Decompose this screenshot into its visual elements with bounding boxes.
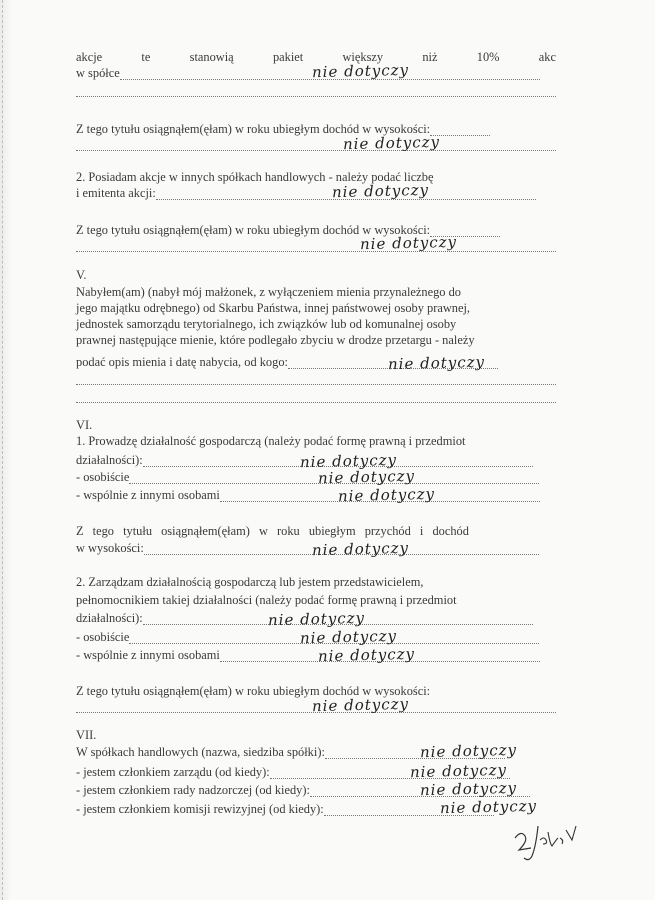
text-line-audit: - jestem członkiem komisji rewizyjnej (od kiedy): [76, 802, 556, 816]
handwritten-answer: nie dotyczy [299, 626, 398, 648]
text-line-issuer: i emitenta akcji: [76, 186, 556, 200]
word: akc [538, 50, 556, 64]
text-line-activity-2: działalności): [76, 611, 556, 625]
text-line: 2. Zarządzam działalnością gospodarczą lub jestem przedstawicielem, [76, 575, 424, 589]
handwritten-answer: nie dotyczy [439, 796, 538, 818]
dotted-line [76, 370, 556, 385]
handwritten-answer: nie dotyczy [317, 644, 416, 666]
handwritten-answer: nie dotyczy [387, 352, 486, 374]
text-line-personally: - osobiście [76, 470, 556, 484]
dotted-line [76, 136, 556, 151]
text-line-acquisition: podać opis mienia i datę nabycia, od kogo: [76, 355, 556, 369]
text-line-income-1: Z tego tytułu osiągnąłem(ęłam) w roku ubiegłym dochód w wysokości: [76, 122, 556, 136]
text-line: jednostek samorządu terytorialnego, ich związków lub od komunalnej osoby [76, 317, 457, 331]
text-line-jointly: - wspólnie z innymi osobami [76, 488, 556, 502]
text-line: pełnomocnikiem takiej działalności (należy podać formę prawną i przedmiot [76, 593, 457, 607]
word: 10% [476, 50, 500, 64]
word: większy [342, 50, 384, 64]
text-line-companies: W spółkach handlowych (nazwa, siedziba spółki): [76, 745, 556, 759]
dotted-line [76, 82, 556, 97]
handwritten-answer: nie dotyczy [267, 608, 366, 630]
text-line-income-3: Z tego tytułu osiągnąłem(ęłam) w roku ubiegłym dochód w wysokości: [76, 684, 431, 698]
text-line-income-2: Z tego tytułu osiągnąłem(ęłam) w roku ubiegłym dochód w wysokości: [76, 223, 556, 237]
handwritten-answer: nie dotyczy [419, 740, 518, 762]
text-line-activity: działalności): [76, 453, 556, 467]
text-line-personally-2: - osobiście [76, 630, 556, 644]
text-line-jointly-2: - wspólnie z innymi osobami [76, 648, 556, 662]
handwritten-answer: nie dotyczy [359, 232, 458, 254]
dotted-line [76, 237, 556, 252]
handwritten-answer: nie dotyczy [419, 778, 518, 800]
section-heading-vi: VI. [76, 418, 93, 432]
handwritten-answer: nie dotyczy [299, 450, 398, 472]
scan-edge [2, 0, 9, 900]
text-line-shares [76, 50, 556, 64]
text-line-supervisory: - jestem członkiem rady nadzorczej (od kiedy): [76, 783, 556, 797]
word: niż [422, 50, 438, 64]
section-heading-vii: VII. [76, 728, 97, 742]
handwritten-answer: nie dotyczy [311, 538, 410, 560]
text-line-revenue: Z tego tytułu osiągnąłem(ęłam) w roku ubiegłym przychód i dochód [76, 524, 469, 538]
handwritten-answer: nie dotyczy [311, 694, 410, 716]
word: stanowią [189, 50, 234, 64]
text-line: jego majątku odrębnego) od Skarbu Państwa, innej państwowej osoby prawnej, [76, 301, 471, 315]
handwritten-answer: nie dotyczy [342, 132, 441, 154]
handwritten-answer: nie dotyczy [331, 180, 430, 202]
section-heading-v: V. [76, 268, 87, 282]
text-line: Nabyłem(am) (nabył mój małżonek, z wyłączeniem mienia przynależnego do [76, 285, 461, 299]
text-line-other-shares: 2. Posiadam akcje w innych spółkach handlowych - należy podać liczbę [76, 170, 434, 184]
word: akcje [76, 50, 103, 64]
text-line-board: - jestem członkiem zarządu (od kiedy): [76, 765, 556, 779]
text-line-amount: w wysokości: [76, 541, 556, 555]
dotted-line [76, 388, 556, 403]
handwritten-answer: nie dotyczy [311, 60, 410, 82]
handwritten-answer: nie dotyczy [337, 484, 436, 506]
text-line: prawnej następujące mienie, które podlegało zbyciu w drodze przetargu - należy [76, 333, 475, 347]
text-line-company: w spółce [76, 66, 556, 80]
handwritten-answer: nie dotyczy [409, 760, 508, 782]
handwritten-answer: nie dotyczy [317, 466, 416, 488]
signature [510, 818, 580, 868]
word: te [141, 50, 151, 64]
text-line: 1. Prowadzę działalność gospodarczą (należy podać formę prawną i przedmiot [76, 434, 466, 448]
word: pakiet [272, 50, 304, 64]
